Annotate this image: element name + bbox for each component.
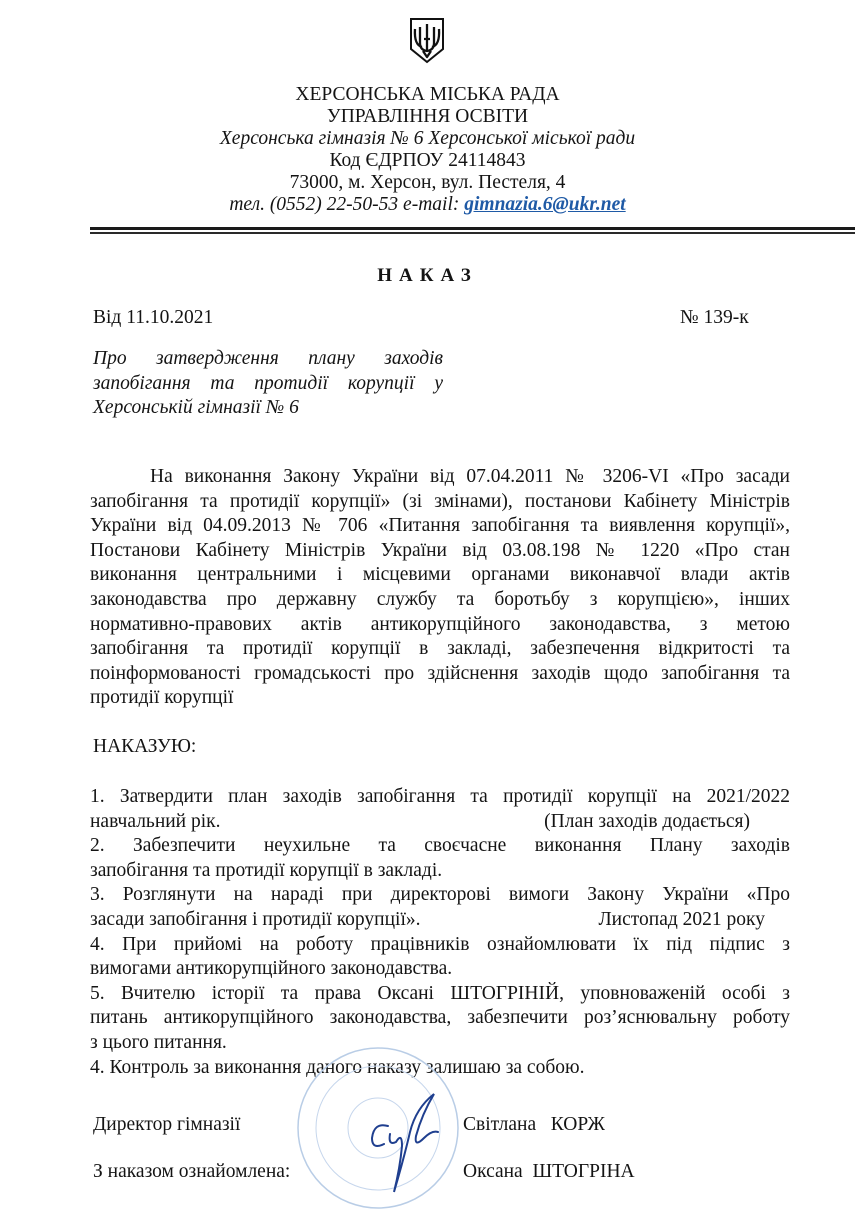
preamble-line: виконання центральними і місцевими органами виконавчої влади актів (90, 564, 790, 586)
contacts (0, 193, 855, 217)
preamble-line: На виконання Закону України від 07.04.2011 № 3206-VI «Про засади (150, 466, 790, 487)
address: 73000, м. Херсон, вул. Пестеля, 4 (289, 172, 566, 193)
order-item-line: засади запобігання і протидії корупції». (90, 908, 421, 930)
order-item-deadline: Листопад 2021 року (598, 908, 765, 930)
subject-line: Про затвердження плану заходів (93, 348, 443, 369)
order-item-line: вимогами антикорупційного законодавства. (90, 958, 453, 980)
order-item-line: питань антикорупційного законодавства, забезпечити роз’яснювальну роботу (90, 1007, 790, 1029)
preamble-line: Постанови Кабінету Міністрів України від 03.08.198 № 1220 «Про стан (90, 539, 790, 561)
order-item-line: 1. Затвердити план заходів запобігання та протидії корупції на 2021/2022 (90, 786, 790, 807)
preamble (90, 465, 790, 711)
department-name: УПРАВЛІННЯ ОСВІТИ (326, 106, 529, 127)
director-signature (360, 1088, 450, 1198)
director-name: Світлана КОРЖ (463, 1114, 606, 1135)
order-word: НАКАЗУЮ: (93, 736, 197, 757)
document-number: № 139-к (680, 307, 749, 328)
acquainted-label: З наказом ознайомлена: (93, 1161, 291, 1182)
preamble-line: запобігання та протидії корупції» (зі змінами), постанови Кабінету Міністрів (90, 490, 790, 512)
header-divider (90, 227, 855, 234)
preamble-line: нормативно-правових актів антикорупційного законодавства, з метою (90, 613, 790, 635)
trident-coat-of-arms-icon (409, 17, 445, 64)
document-title: НАКАЗ (377, 265, 478, 286)
director-label: Директор гімназії (93, 1114, 241, 1135)
institution-name: Херсонська гімназія № 6 Херсонської міської ради (219, 128, 636, 149)
order-item-line: 4. Контроль за виконання даного наказу залишаю за собою. (90, 1056, 585, 1078)
order-item-line: 3. Розглянути на нараді при директорові вимоги Закону України «Про (90, 884, 790, 906)
document-subject (93, 347, 443, 421)
order-item-note: (План заходів додається) (544, 810, 750, 832)
order-items (90, 785, 790, 1080)
council-name: ХЕРСОНСЬКА МІСЬКА РАДА (295, 84, 560, 105)
order-item (90, 834, 790, 883)
acquainted-name: Оксана ШТОГРІНА (463, 1161, 635, 1182)
preamble-line: законодавства про державну службу та боротьбу з корупцією», інших (90, 588, 790, 610)
order-item-line: 2. Забезпечити неухильне та своєчасне виконання Плану заходів (90, 835, 790, 857)
order-item-line: 5. Вчителю історії та права Оксані ШТОГРІНІЙ, уповноваженій особі з (90, 982, 790, 1004)
email-link[interactable]: gimnazia.6@ukr.net (464, 194, 626, 215)
subject-line: запобігання та протидії корупції у (93, 372, 443, 394)
preamble-line: України від 04.09.2013 № 706 «Питання запобігання та виявлення корупції», (90, 515, 790, 537)
order-item (90, 933, 790, 982)
preamble-line: запобігання та протидії корупції в закладі, забезпечення відкритості та (90, 638, 790, 660)
preamble-line: поінформованості громадськості про здійснення заходів щодо запобігання та (90, 662, 790, 684)
subject-line: Херсонській гімназії № 6 (93, 397, 299, 419)
order-item-line: запобігання та протидії корупції в закладі. (90, 859, 443, 881)
preamble-line: протидії корупції (90, 687, 234, 709)
order-item (90, 883, 790, 932)
order-item (90, 785, 790, 834)
edrpou-code: Код ЄДРПОУ 24114843 (329, 150, 526, 171)
order-item-line: навчальний рік. (90, 810, 221, 832)
order-item-line: з цього питання. (90, 1031, 227, 1053)
phone-label: тел. (0552) 22-50-53 e-mail: (229, 194, 460, 215)
order-item-line: 4. При прийомі на роботу працівників ознайомлювати їх під підпис з (90, 933, 790, 955)
document-date: Від 11.10.2021 (93, 307, 214, 328)
